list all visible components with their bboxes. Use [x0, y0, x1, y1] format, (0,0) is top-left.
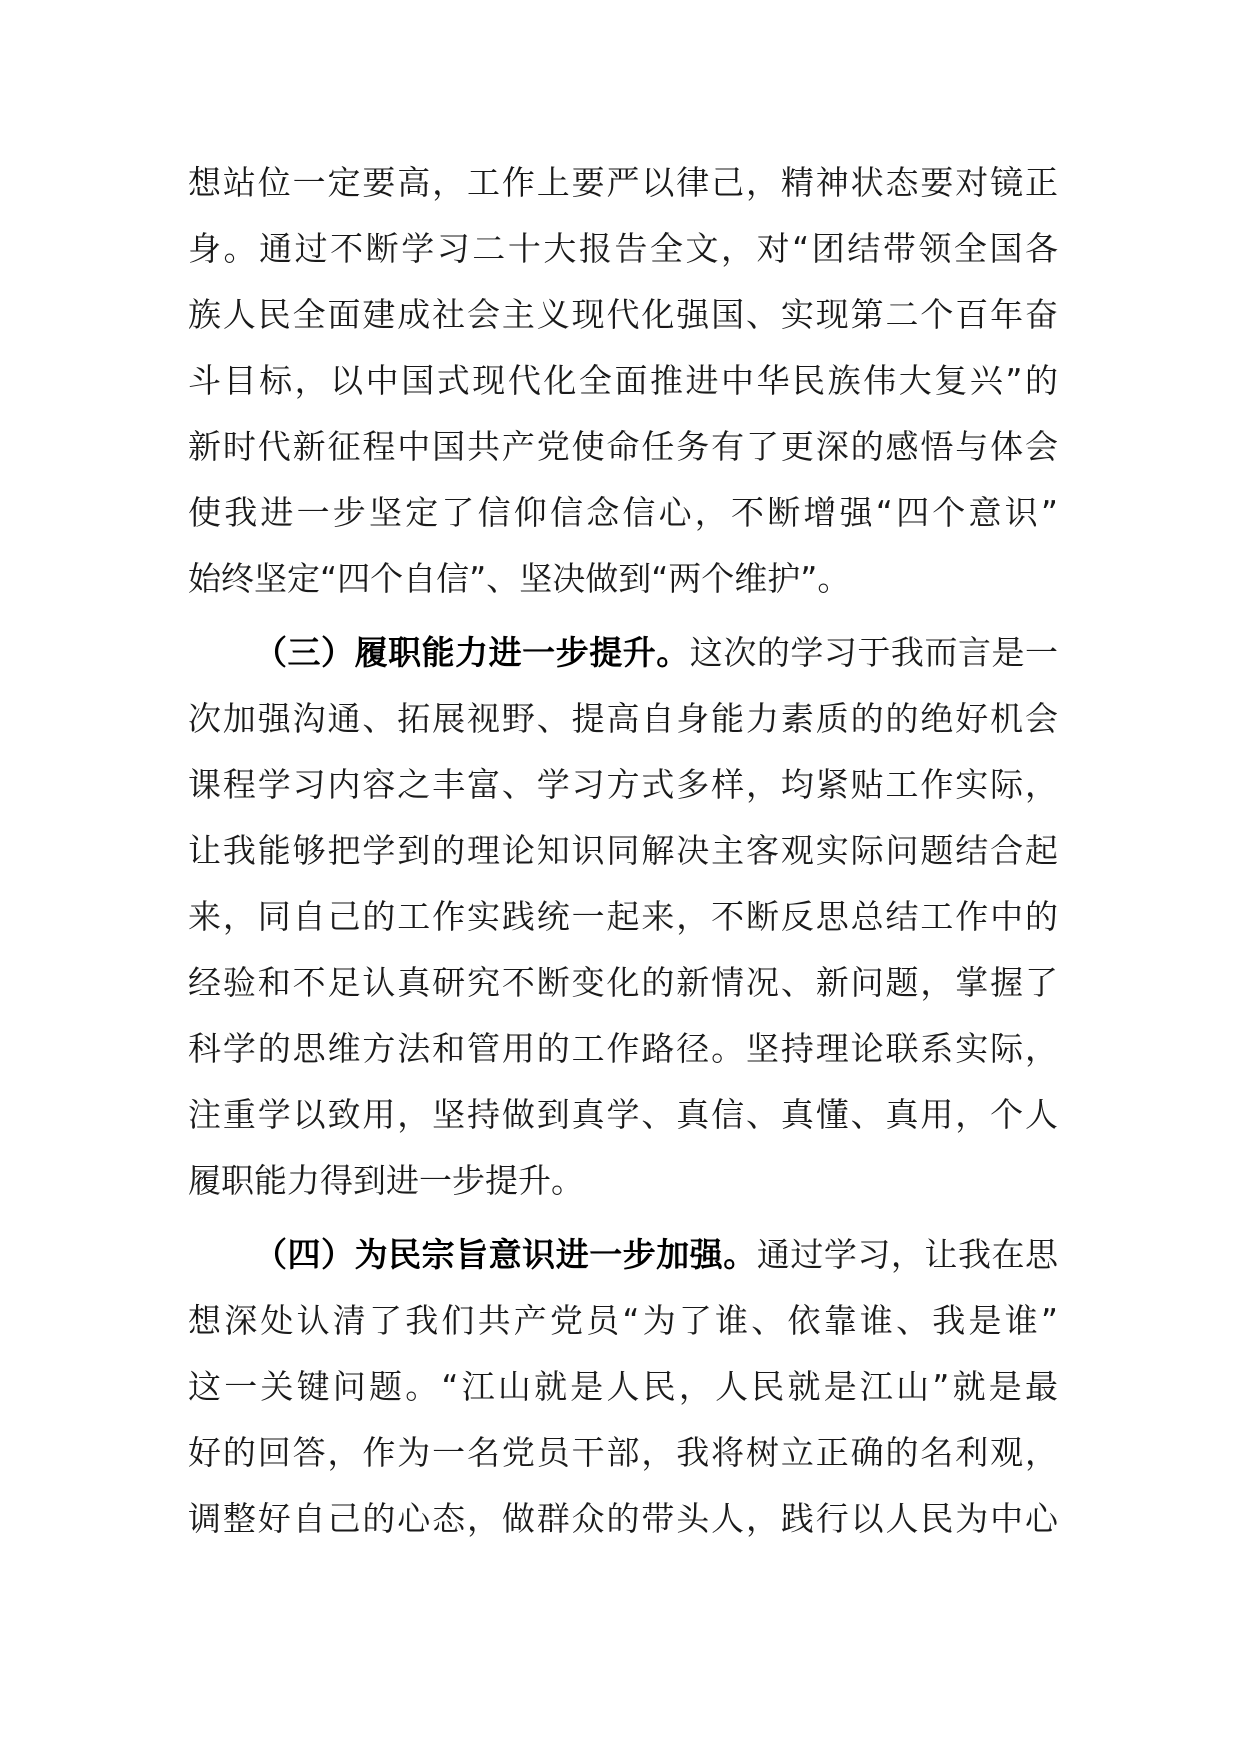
- text-line: 经验和不足认真研究不断变化的新情况、新问题，掌握了: [188, 963, 1058, 1002]
- paragraph-first-line: [188, 1222, 1058, 1288]
- text-line: 课程学习内容之丰富、学习方式多样，均紧贴工作实际，: [188, 765, 1058, 804]
- paragraph-3: [188, 1222, 1058, 1552]
- paragraph-first-line: [188, 620, 1058, 686]
- text-line: 次加强沟通、拓展视野、提高自身能力素质的的绝好机会: [188, 699, 1058, 738]
- text-line: 来，同自己的工作实践统一起来，不断反思总结工作中的: [188, 897, 1058, 936]
- text-line: 斗目标，以中国式现代化全面推进中华民族伟大复兴”的: [188, 361, 1058, 400]
- text-line: 注重学以致用，坚持做到真学、真信、真懂、真用，个人: [188, 1095, 1058, 1134]
- text-line: 想深处认清了我们共产党员“为了谁、依靠谁、我是谁”: [188, 1301, 1058, 1340]
- heading-continuation: 通过学习，让我在思: [756, 1235, 1059, 1274]
- text-line: 调整好自己的心态，做群众的带头人，践行以人民为中心: [188, 1499, 1058, 1538]
- paragraph-1: [188, 150, 1058, 612]
- text-line: 想站位一定要高，工作上要严以律己，精神状态要对镜正: [188, 163, 1058, 202]
- paragraph-2: [188, 620, 1058, 1214]
- text-line: 让我能够把学到的理论知识同解决主客观实际问题结合起: [188, 831, 1058, 870]
- text-line: 使我进一步坚定了信仰信念信心，不断增强“四个意识”: [188, 493, 1058, 532]
- text-line: 这一关键问题。“江山就是人民，人民就是江山”就是最: [188, 1367, 1058, 1406]
- text-line: 身。通过不断学习二十大报告全文，对“团结带领全国各: [188, 229, 1058, 268]
- document-body: [188, 150, 1058, 1552]
- text-line: 新时代新征程中国共产党使命任务有了更深的感悟与体会: [188, 427, 1058, 466]
- text-line: 履职能力得到进一步提升。: [188, 1161, 584, 1200]
- paragraph-gap: [188, 1214, 1058, 1222]
- paragraph-gap: [188, 612, 1058, 620]
- text-line: 好的回答，作为一名党员干部，我将树立正确的名利观，: [188, 1433, 1058, 1472]
- section-heading: （四）为民宗旨意识进一步加强。: [254, 1235, 757, 1274]
- section-heading: （三）履职能力进一步提升。: [254, 633, 690, 672]
- heading-continuation: 这次的学习于我而言是一: [689, 633, 1059, 672]
- text-line: 始终坚定“四个自信”、坚决做到“两个维护”。: [188, 559, 851, 598]
- text-line: 族人民全面建成社会主义现代化强国、实现第二个百年奋: [188, 295, 1058, 334]
- text-line: 科学的思维方法和管用的工作路径。坚持理论联系实际，: [188, 1029, 1058, 1068]
